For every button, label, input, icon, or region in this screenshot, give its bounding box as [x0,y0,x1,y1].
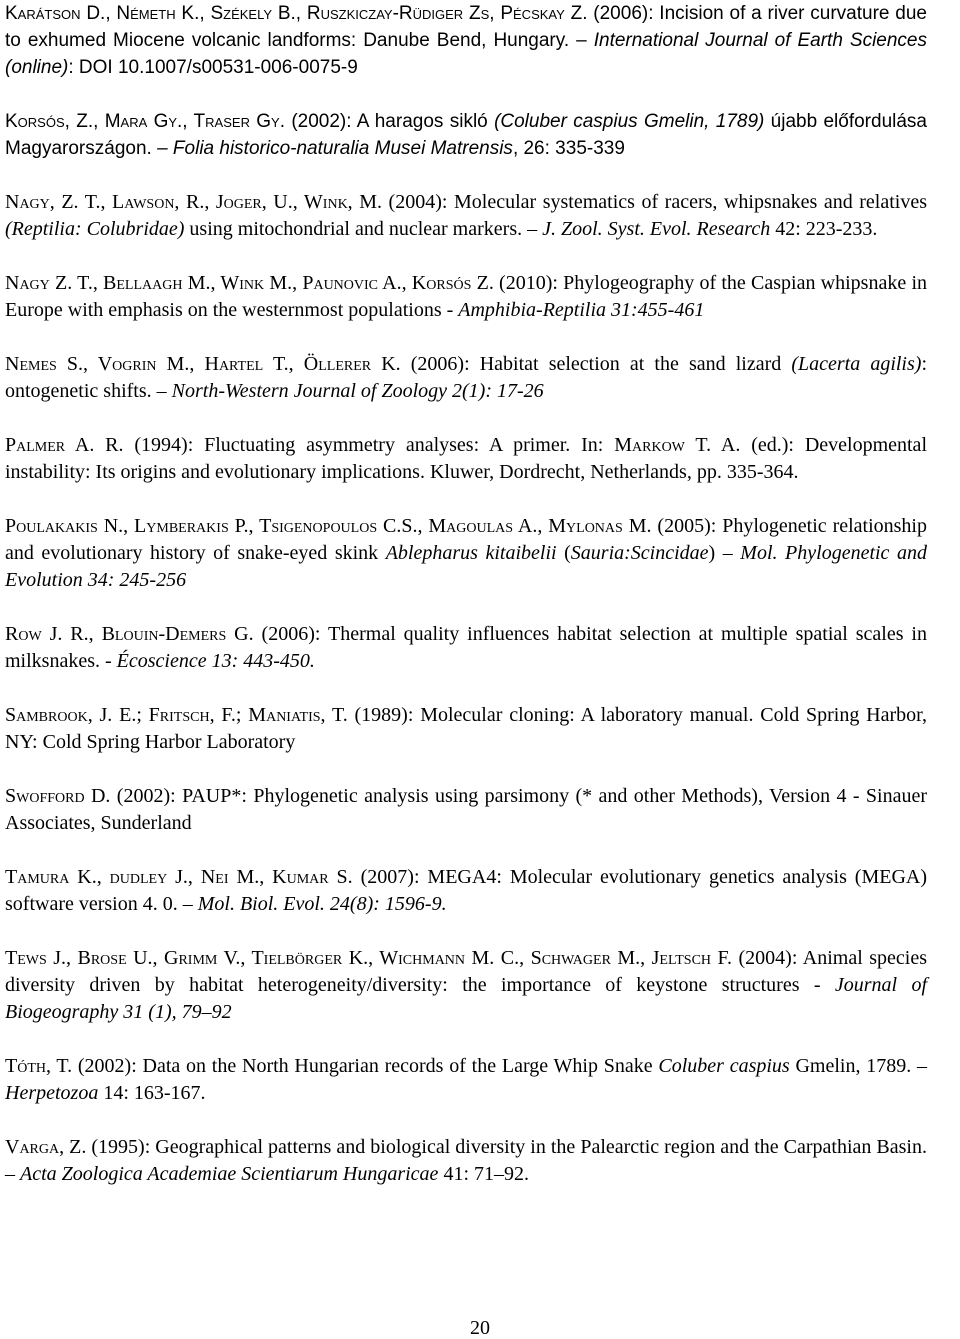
reference-entry [5,270,927,324]
reference-list [5,0,927,1188]
reference-authors: Nagy Z. T., Bellaagh M., Wink M., Paunovic A., Korsós Z. [5,272,494,294]
reference-italic-text: Ablepharus kitaibelii [385,542,557,564]
reference-italic-text: International Journal of Earth Sciences (online) [5,30,928,78]
reference-italic-text: Folia historico-naturalia Musei Matrensis [172,138,513,159]
reference-entry [5,1053,927,1107]
reference-italic-text: (Reptilia: Colubridae) [5,218,185,240]
reference-authors: Korsós, Z., Mara Gy., Traser Gy. [5,111,286,132]
reference-entry [5,783,927,837]
reference-text: 14: 163-167. [98,1082,206,1104]
reference-entry [5,864,927,918]
reference-entry [5,189,927,243]
reference-text: (2006): Habitat selection at the sand lizard [400,353,792,375]
reference-text: 42: 223-233. [770,218,878,240]
reference-italic-text: Mol. Biol. Evol. 24(8): 1596-9. [197,893,447,915]
reference-text: (2006): Incision of a river curvature due to exhumed Miocene volcanic landforms: Danube Bend, Hungary. – [5,3,927,51]
reference-text: (2002): PAUP*: Phylogenetic analysis using parsimony (* and other Methods), Version 4 - Sinauer Associates, Sunderland [5,785,927,834]
reference-authors: Nemes S., Vogrin M., Hartel T., Öllerer K. [5,353,401,375]
reference-italic-text: Mol. Phylogenetic and Evolution 34: 245-256 [5,542,927,591]
reference-text: : ontogenetic shifts. – [5,353,927,402]
reference-italic-text: Écoscience 13: 443-450. [116,650,315,672]
reference-text: újabb előfordulása Magyarországon. – [5,111,927,159]
reference-italic-text: Sauria:Scincidae [570,542,709,564]
reference-italic-text: Coluber caspius [658,1055,790,1077]
reference-italic-text: Amphibia-Reptilia 31:455-461 [458,299,705,321]
reference-authors: Tews J., Brose U., Grimm V., Tielbörger K., Wichmann M. C., Schwager M., Jeltsch F. [5,947,733,969]
reference-entry [5,702,927,756]
reference-authors: Sambrook, J. E.; Fritsch, F.; Maniatis, T. [5,704,348,726]
reference-text: , 26: 335-339 [512,138,625,159]
reference-text: (1994): Fluctuating asymmetry analyses: A primer. In: [123,434,615,456]
reference-entry [5,0,927,81]
reference-text: (ed.): Developmental instability: Its origins and evolutionary implications. Kluwer, Dordrecht, Netherlands, pp. 335-364. [5,434,927,483]
reference-entry [5,621,927,675]
reference-authors: Poulakakis N., Lymberakis P., Tsigenopoulos C.S., Magoulas A., Mylonas M. [5,515,652,537]
reference-authors: Markow T. A. [614,434,741,456]
reference-italic-text: Journal of Biogeography 31 (1), 79–92 [5,974,927,1023]
reference-text: : DOI 10.1007/s00531-006-0075-9 [68,57,358,78]
reference-text: (2004): Animal species diversity driven by habitat heterogeneity/diversity: the importance of keystone structures - [5,947,927,996]
reference-text: ( [556,542,571,564]
reference-authors: Varga, Z. [5,1136,87,1158]
reference-text: (2005): Phylogenetic relationship and evolutionary history of snake-eyed skink [5,515,927,564]
reference-text: 41: 71–92. [438,1163,529,1185]
reference-authors: Tamura K., dudley J., Nei M., Kumar S. [5,866,353,888]
reference-authors: Karátson D., Németh K., Székely B., Ruszkiczay-Rüdiger Zs, Pécskay Z. [5,3,588,24]
reference-text: (2004): Molecular systematics of racers, whipsnakes and relatives [382,191,927,213]
reference-entry [5,513,927,594]
reference-entry [5,1134,927,1188]
reference-text: (2006): Thermal quality influences habitat selection at multiple spatial scales in milksnakes. - [5,623,927,672]
reference-italic-text: (Coluber caspius Gmelin, 1789) [494,111,765,132]
reference-entry [5,432,927,486]
reference-italic-text: Acta Zoologica Academiae Scientiarum Hungaricae [20,1163,439,1185]
reference-text: (2007): MEGA4: Molecular evolutionary genetics analysis (MEGA) software version 4. 0. – [5,866,928,915]
reference-entry [5,351,927,405]
reference-text: (1995): Geographical patterns and biological diversity in the Palearctic region and the Carpathian Basin. – [5,1136,927,1185]
reference-text: (2002): A haragos sikló [285,111,495,132]
reference-authors: Swofford D. [5,785,111,807]
reference-text: using mitochondrial and nuclear markers. – [184,218,543,240]
reference-authors: Palmer A. R. [5,434,124,456]
reference-italic-text: J. Zool. Syst. Evol. Research [542,218,771,240]
reference-italic-text: North-Western Journal of Zoology 2(1): 17-26 [171,380,544,402]
reference-italic-text: Herpetozoa [5,1082,99,1104]
reference-authors: Tóth, T. [5,1055,73,1077]
reference-entry [5,945,927,1026]
reference-text: (2002): Data on the North Hungarian records of the Large Whip Snake [72,1055,659,1077]
reference-italic-text: (Lacerta agilis) [791,353,922,375]
reference-text: (1989): Molecular cloning: A laboratory manual. Cold Spring Harbor, NY: Cold Spring Harbor Laboratory [5,704,927,753]
reference-authors: Nagy, Z. T., Lawson, R., Joger, U., Wink, M. [5,191,383,213]
reference-text: (2010): Phylogeography of the Caspian whipsnake in Europe with emphasis on the westernmost populations - [5,272,927,321]
page-number: 20 [470,1317,490,1339]
reference-text: Gmelin, 1789. – [789,1055,927,1077]
reference-authors: Row J. R., Blouin-Demers G. [5,623,254,645]
reference-text: ) – [708,542,741,564]
reference-entry [5,108,927,162]
